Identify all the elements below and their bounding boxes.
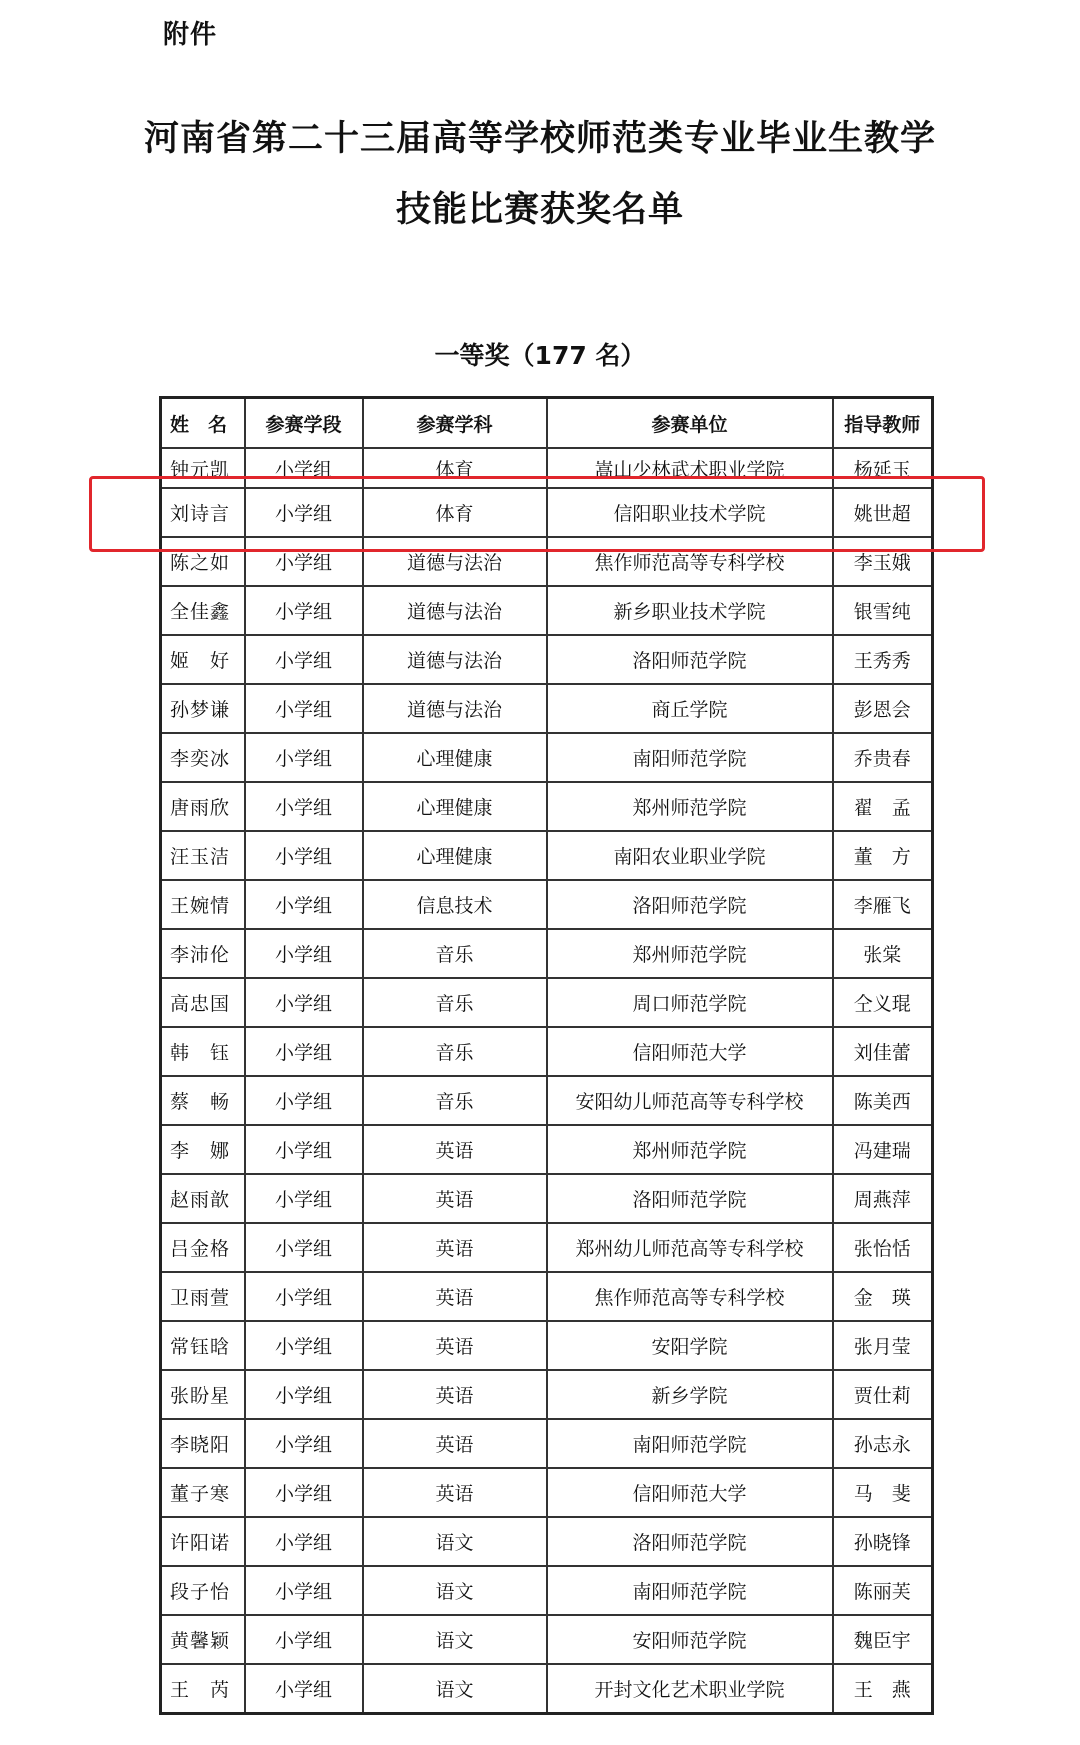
cell-advisor: 冯建瑞: [833, 1125, 933, 1174]
cell-subject: 道德与法治: [363, 586, 547, 635]
table-row: [161, 782, 933, 831]
cell-advisor: 金 瑛: [833, 1272, 933, 1321]
cell-advisor: 仝义琨: [833, 978, 933, 1027]
cell-advisor: 孙志永: [833, 1419, 933, 1468]
cell-stage: 小学组: [245, 782, 363, 831]
cell-name: 吕金格: [161, 1223, 245, 1272]
cell-unit: 商丘学院: [547, 684, 833, 733]
cell-subject: 心理健康: [363, 831, 547, 880]
table-row: [161, 978, 933, 1027]
cell-subject: 体育: [363, 488, 547, 537]
table-row: [161, 1517, 933, 1566]
award-heading: 一等奖（177 名）: [434, 341, 646, 370]
cell-unit: 郑州师范学院: [547, 1125, 833, 1174]
cell-advisor: 李玉娥: [833, 537, 933, 586]
cell-unit: 郑州师范学院: [547, 782, 833, 831]
cell-unit: 郑州师范学院: [547, 929, 833, 978]
cell-stage: 小学组: [245, 684, 363, 733]
cell-name: 高忠国: [161, 978, 245, 1027]
cell-unit: 南阳师范学院: [547, 733, 833, 782]
cell-unit: 新乡学院: [547, 1370, 833, 1419]
cell-stage: 小学组: [245, 1468, 363, 1517]
cell-stage: 小学组: [245, 978, 363, 1027]
table-row: [161, 537, 933, 586]
table-row: [161, 733, 933, 782]
cell-advisor: 周燕萍: [833, 1174, 933, 1223]
cell-name: 蔡 畅: [161, 1076, 245, 1125]
cell-name: 韩 钰: [161, 1027, 245, 1076]
cell-stage: 小学组: [245, 1027, 363, 1076]
cell-advisor: 翟 孟: [833, 782, 933, 831]
table-row: [161, 684, 933, 733]
cell-advisor: 陈丽芙: [833, 1566, 933, 1615]
cell-unit: 周口师范学院: [547, 978, 833, 1027]
cell-name: 李 娜: [161, 1125, 245, 1174]
cell-stage: 小学组: [245, 880, 363, 929]
cell-subject: 道德与法治: [363, 684, 547, 733]
cell-stage: 小学组: [245, 635, 363, 684]
cell-unit: 郑州幼儿师范高等专科学校: [547, 1223, 833, 1272]
cell-name: 姬 好: [161, 635, 245, 684]
table-row: [161, 488, 933, 537]
cell-unit: 洛阳师范学院: [547, 1174, 833, 1223]
cell-subject: 音乐: [363, 978, 547, 1027]
table-row: [161, 929, 933, 978]
cell-subject: 语文: [363, 1517, 547, 1566]
table-row: [161, 1419, 933, 1468]
cell-subject: 英语: [363, 1174, 547, 1223]
table-row: [161, 1223, 933, 1272]
cell-name: 李奕冰: [161, 733, 245, 782]
cell-subject: 语文: [363, 1566, 547, 1615]
cell-unit: 新乡职业技术学院: [547, 586, 833, 635]
cell-stage: 小学组: [245, 1076, 363, 1125]
header-unit: 参赛单位: [547, 398, 833, 449]
cell-unit: 安阳学院: [547, 1321, 833, 1370]
header-advisor: 指导教师: [833, 398, 933, 449]
header-subject: 参赛学科: [363, 398, 547, 449]
cell-name: 汪玉洁: [161, 831, 245, 880]
cell-stage: 小学组: [245, 1566, 363, 1615]
cell-subject: 心理健康: [363, 733, 547, 782]
cell-name: 黄馨颖: [161, 1615, 245, 1664]
cell-name: 王 芮: [161, 1664, 245, 1714]
attachment-label: 附件: [163, 20, 218, 50]
cell-advisor: 陈美西: [833, 1076, 933, 1125]
cell-advisor: 彭恩会: [833, 684, 933, 733]
table-row: [161, 1370, 933, 1419]
cell-stage: 小学组: [245, 831, 363, 880]
cell-unit: 洛阳师范学院: [547, 880, 833, 929]
cell-stage: 小学组: [245, 1223, 363, 1272]
cell-subject: 语文: [363, 1664, 547, 1714]
cell-subject: 音乐: [363, 1076, 547, 1125]
document-title-line-1: 河南省第二十三届高等学校师范类专业毕业生教学: [143, 118, 936, 159]
cell-advisor: 杨延玉: [833, 448, 933, 488]
cell-advisor: 董 方: [833, 831, 933, 880]
cell-name: 卫雨萱: [161, 1272, 245, 1321]
cell-unit: 安阳师范学院: [547, 1615, 833, 1664]
cell-name: 赵雨歆: [161, 1174, 245, 1223]
cell-stage: 小学组: [245, 586, 363, 635]
table-row: [161, 1566, 933, 1615]
cell-unit: 焦作师范高等专科学校: [547, 537, 833, 586]
cell-advisor: 魏臣宇: [833, 1615, 933, 1664]
cell-name: 孙梦谦: [161, 684, 245, 733]
table-row: [161, 1468, 933, 1517]
table-row: [161, 1272, 933, 1321]
cell-stage: 小学组: [245, 1664, 363, 1714]
cell-advisor: 乔贵春: [833, 733, 933, 782]
cell-unit: 洛阳师范学院: [547, 1517, 833, 1566]
cell-unit: 信阳师范大学: [547, 1468, 833, 1517]
cell-subject: 音乐: [363, 1027, 547, 1076]
cell-advisor: 王秀秀: [833, 635, 933, 684]
table-row: [161, 880, 933, 929]
cell-subject: 英语: [363, 1370, 547, 1419]
table-row: [161, 586, 933, 635]
cell-advisor: 张怡恬: [833, 1223, 933, 1272]
cell-subject: 道德与法治: [363, 537, 547, 586]
cell-subject: 信息技术: [363, 880, 547, 929]
table-row: [161, 1664, 933, 1714]
cell-advisor: 王 燕: [833, 1664, 933, 1714]
cell-subject: 语文: [363, 1615, 547, 1664]
cell-stage: 小学组: [245, 1615, 363, 1664]
cell-name: 陈之如: [161, 537, 245, 586]
cell-name: 李晓阳: [161, 1419, 245, 1468]
cell-subject: 心理健康: [363, 782, 547, 831]
cell-advisor: 姚世超: [833, 488, 933, 537]
document-title-line-2: 技能比赛获奖名单: [395, 189, 684, 230]
table-row: [161, 1615, 933, 1664]
table-row: [161, 1076, 933, 1125]
table-row: [161, 831, 933, 880]
cell-name: 李沛伦: [161, 929, 245, 978]
table-row: [161, 1321, 933, 1370]
cell-name: 唐雨欣: [161, 782, 245, 831]
cell-name: 董子寒: [161, 1468, 245, 1517]
table-row: [161, 448, 933, 488]
cell-stage: 小学组: [245, 1321, 363, 1370]
cell-advisor: 刘佳蕾: [833, 1027, 933, 1076]
cell-subject: 体育: [363, 448, 547, 488]
table-row: [161, 1027, 933, 1076]
table-row: [161, 1174, 933, 1223]
cell-stage: 小学组: [245, 537, 363, 586]
cell-unit: 洛阳师范学院: [547, 635, 833, 684]
cell-subject: 英语: [363, 1419, 547, 1468]
cell-subject: 音乐: [363, 929, 547, 978]
cell-advisor: 孙晓锋: [833, 1517, 933, 1566]
award-winners-table: [159, 396, 934, 1715]
cell-name: 许阳诺: [161, 1517, 245, 1566]
cell-name: 王婉情: [161, 880, 245, 929]
table-row: [161, 1125, 933, 1174]
cell-unit: 信阳师范大学: [547, 1027, 833, 1076]
table-header-row: [161, 398, 933, 449]
cell-stage: 小学组: [245, 929, 363, 978]
cell-subject: 英语: [363, 1468, 547, 1517]
cell-unit: 嵩山少林武术职业学院: [547, 448, 833, 488]
cell-advisor: 李雁飞: [833, 880, 933, 929]
cell-name: 钟元凯: [161, 448, 245, 488]
cell-advisor: 马 斐: [833, 1468, 933, 1517]
cell-subject: 英语: [363, 1223, 547, 1272]
cell-unit: 安阳幼儿师范高等专科学校: [547, 1076, 833, 1125]
cell-unit: 开封文化艺术职业学院: [547, 1664, 833, 1714]
cell-stage: 小学组: [245, 1174, 363, 1223]
cell-subject: 道德与法治: [363, 635, 547, 684]
cell-stage: 小学组: [245, 488, 363, 537]
header-stage: 参赛学段: [245, 398, 363, 449]
cell-name: 张盼星: [161, 1370, 245, 1419]
cell-unit: 南阳农业职业学院: [547, 831, 833, 880]
cell-subject: 英语: [363, 1125, 547, 1174]
cell-name: 全佳鑫: [161, 586, 245, 635]
cell-subject: 英语: [363, 1272, 547, 1321]
cell-name: 刘诗言: [161, 488, 245, 537]
cell-name: 常钰晗: [161, 1321, 245, 1370]
cell-stage: 小学组: [245, 1370, 363, 1419]
cell-name: 段子怡: [161, 1566, 245, 1615]
cell-stage: 小学组: [245, 733, 363, 782]
cell-advisor: 贾仕莉: [833, 1370, 933, 1419]
cell-advisor: 银雪纯: [833, 586, 933, 635]
cell-stage: 小学组: [245, 448, 363, 488]
cell-advisor: 张月莹: [833, 1321, 933, 1370]
header-name: 姓 名: [161, 398, 245, 449]
cell-subject: 英语: [363, 1321, 547, 1370]
cell-stage: 小学组: [245, 1419, 363, 1468]
cell-unit: 南阳师范学院: [547, 1419, 833, 1468]
cell-stage: 小学组: [245, 1517, 363, 1566]
cell-unit: 焦作师范高等专科学校: [547, 1272, 833, 1321]
table-row: [161, 635, 933, 684]
cell-stage: 小学组: [245, 1272, 363, 1321]
cell-unit: 南阳师范学院: [547, 1566, 833, 1615]
cell-stage: 小学组: [245, 1125, 363, 1174]
cell-advisor: 张棠: [833, 929, 933, 978]
cell-unit: 信阳职业技术学院: [547, 488, 833, 537]
